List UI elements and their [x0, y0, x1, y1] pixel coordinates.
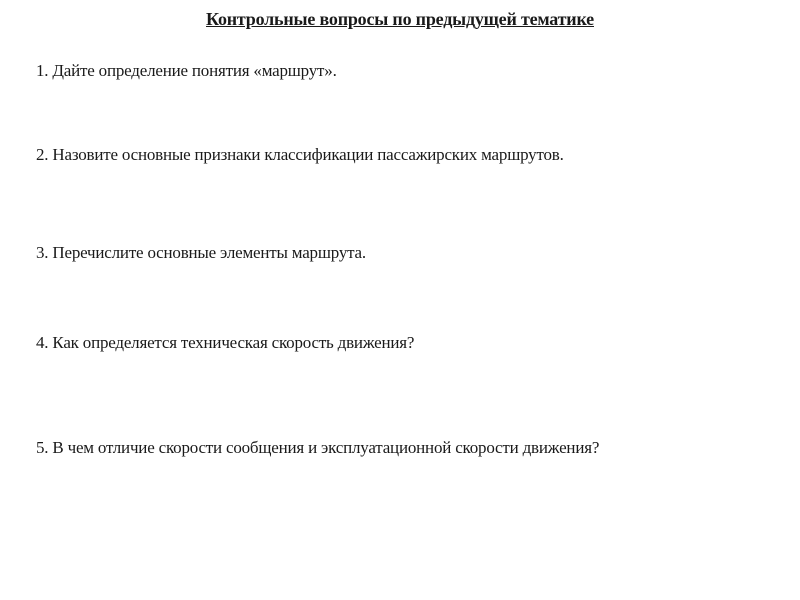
question-3: 3. Перечислите основные элементы маршрута.: [36, 243, 366, 262]
page-title: Контрольные вопросы по предыдущей тематике: [206, 9, 594, 29]
question-4: 4. Как определяется техническая скорость движения?: [36, 333, 415, 352]
question-1: 1. Дайте определение понятия «маршрут».: [36, 61, 337, 80]
question-2: 2. Назовите основные признаки классификации пассажирских маршрутов.: [36, 145, 564, 164]
question-5: 5. В чем отличие скорости сообщения и эксплуатационной скорости движения?: [36, 438, 600, 457]
